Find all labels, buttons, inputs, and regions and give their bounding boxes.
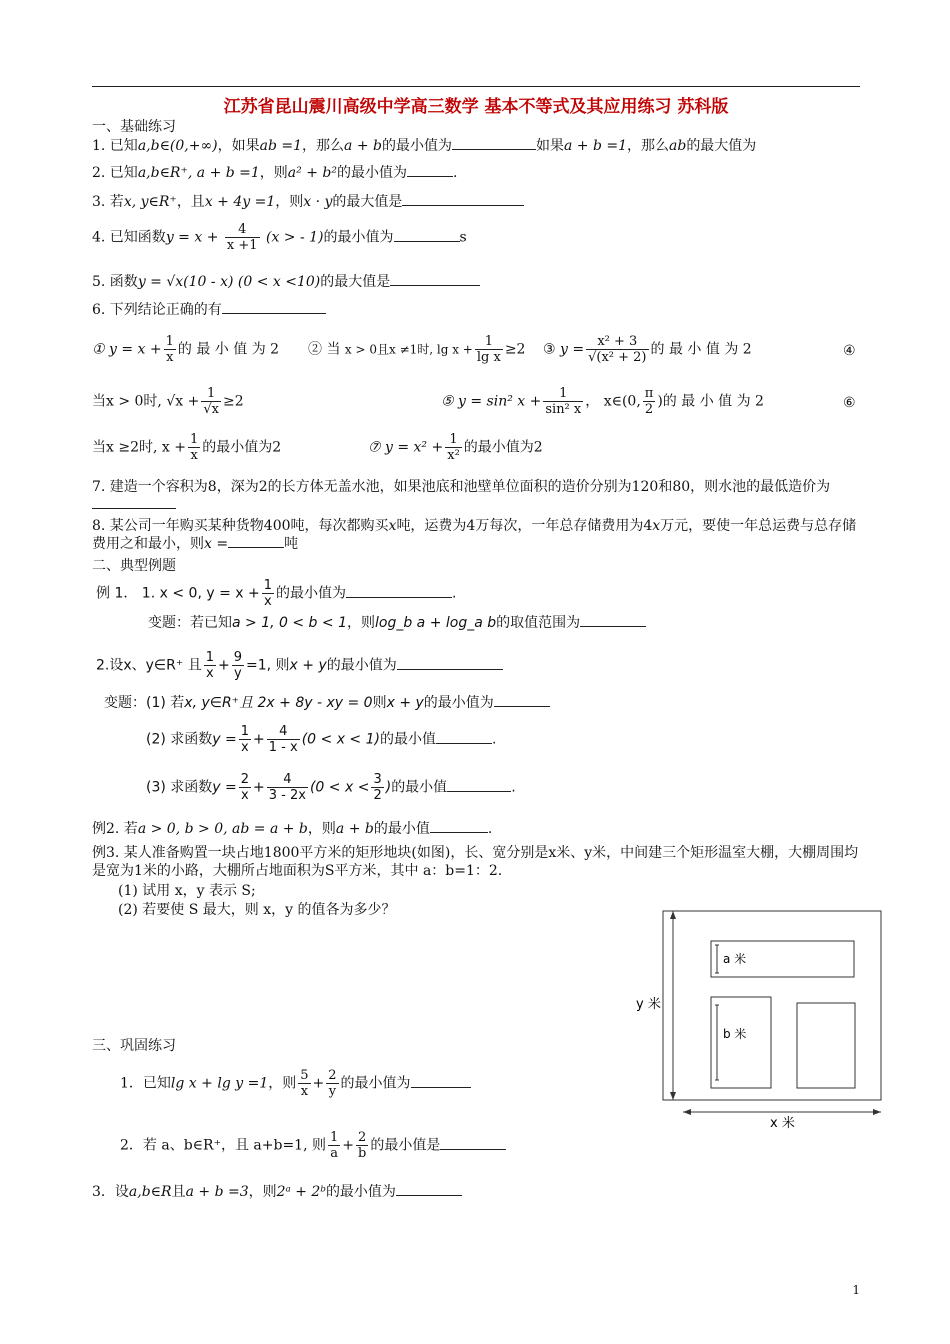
y-label: y 米	[636, 997, 661, 1012]
greenhouse-left	[711, 997, 771, 1088]
example-3-part-1: (1) 试用 x，y 表示 S;	[118, 883, 256, 899]
page-number: 1	[852, 1283, 860, 1297]
question-6: 6. 下列结论正确的有	[92, 301, 326, 319]
question-4: 4. 已知函数y = x + $\frac{4}{x +1}$ (x > - 1)的最小值为 s	[92, 222, 467, 253]
answer-blank[interactable]	[397, 657, 503, 670]
question-2: 2. 已知a,b∈R⁺, a + b =1，则a² + b²的最小值为 .	[92, 165, 458, 181]
answer-blank[interactable]	[222, 301, 326, 314]
answer-blank[interactable]	[411, 1075, 471, 1088]
answer-blank[interactable]	[346, 585, 452, 598]
answer-blank[interactable]	[494, 694, 550, 707]
section-examples: 二、典型例题	[92, 558, 176, 574]
answer-blank[interactable]	[580, 614, 646, 627]
outer-plot	[663, 911, 881, 1100]
option-2: ② 当 x > 0且x ≠1时, lg x + $\frac{1}{\text{lg x}}$ ≥2	[308, 334, 526, 365]
exercise-2: 2．若 a、b∈R⁺，且 a+b=1, 则 $\frac{1}{a}$ + $\frac{2}{b}$ 的最小值是	[120, 1130, 506, 1161]
example-2-variant-1: 变题：(1) 若x, y∈R⁺且 2x + 8y - xy = 0则x + y的最小值为	[104, 694, 550, 712]
greenhouse-right	[797, 1003, 855, 1088]
header-rule	[92, 86, 860, 87]
answer-blank[interactable]	[440, 1137, 506, 1150]
question-8: 8. 某公司一年购买某种货物400吨，每次都购买x吨，运费为4万每次，一年总存储费用为4x万元，要使一年总运费与总存储费用之和最小，则x = 吨	[92, 518, 857, 552]
question-7: 7. 建造一个容积为8，深为2的长方体无盖水池，如果池底和池壁单位面积的造价分别为120和80，则水池的最低造价为	[92, 478, 860, 514]
example-2: 2.设x、y∈R⁺ 且 $\frac{1}{x}$ + $\frac{9}{y}$ =1, 则x + y的最小值为	[96, 650, 503, 681]
option-3: ③ y = $\frac{\text{x² + 3}}{\text{√(x² + 2)}}$ 的 最 小 值 为 2	[543, 334, 752, 365]
example-2b: 例2. 若a > 0, b > 0, ab = a + b，则a + b的最小值 .	[92, 821, 493, 837]
answer-blank[interactable]	[394, 229, 460, 242]
example-3-part-2: (2) 若要使 S 最大，则 x，y 的值各为多少？	[118, 902, 396, 918]
option-6-marker: ⑥	[843, 395, 856, 411]
option-1: ① y = x + $\frac{1}{x}$ 的 最 小 值 为 2	[92, 334, 280, 365]
option-4: 当x > 0时, √x + $\frac{1}{√x}$ ≥2	[92, 386, 244, 417]
question-5: 5. 函数y = √x(10 - x) (0 < x <10)的最大值是	[92, 273, 480, 291]
option-6: 当x ≥2时, x + $\frac{1}{x}$ 的最小值为2	[92, 432, 282, 463]
land-diagram	[600, 905, 900, 1135]
section-consolidation: 三、巩固练习	[92, 1038, 176, 1054]
b-label: b 米	[723, 1027, 747, 1041]
question-1: 1. 已知a,b∈(0,+∞)，如果ab =1，那么a + b的最小值为 如果a + b =1，那么ab的最大值为	[92, 138, 757, 154]
question-3: 3. 若x, y∈R⁺，且x + 4y =1，则x · y的最大值是	[92, 193, 524, 211]
answer-blank[interactable]	[407, 164, 453, 177]
answer-blank[interactable]	[228, 535, 284, 548]
page-title: 江苏省昆山震川高级中学高三数学 基本不等式及其应用练习 苏科版	[223, 97, 729, 117]
answer-blank[interactable]	[390, 273, 480, 286]
exercise-3: 3．设a,b∈R且a + b =3，则2ᵃ + 2ᵇ的最小值为	[92, 1183, 462, 1201]
section-basic: 一、基础练习	[92, 119, 176, 135]
example-2-variant-2: (2) 求函数y = $\frac{1}{x}$ + $\frac{4}{1 - x}$ (0 < x < 1)的最小值 .	[146, 724, 497, 755]
answer-blank[interactable]	[396, 1183, 462, 1196]
answer-blank[interactable]	[436, 731, 492, 744]
answer-blank[interactable]	[430, 820, 488, 833]
a-label: a 米	[723, 952, 747, 966]
fraction: $\frac{4}{x +1}$	[226, 222, 258, 253]
answer-blank[interactable]	[402, 193, 524, 206]
example-1-variant: 变题：若已知a > 1, 0 < b < 1，则log_b a + log_a b的取值范围为	[148, 614, 646, 632]
option-4-marker: ④	[843, 343, 856, 359]
answer-blank[interactable]	[92, 496, 176, 509]
exercise-1: 1．已知lg x + lg y =1，则 $\frac{5}{x}$ + $\frac{2}{y}$ 的最小值为	[120, 1068, 471, 1099]
answer-blank[interactable]	[447, 779, 511, 792]
example-3: 例3. 某人准备购置一块占地1800平方米的矩形地块(如图)，长、宽分别是x米、y米，中间建三个矩形温室大棚，大棚周围均是宽为1米的小路，大棚所占地面积为S平方米，其中 a：b=1：2.	[92, 845, 859, 879]
answer-blank[interactable]	[452, 137, 536, 150]
x-label: x 米	[770, 1116, 795, 1131]
option-5: ⑤ y = sin² x + $\frac{1}{\text{sin² x}}$ ， x∈(0, $\frac{\pi}{2}$ )的 最 小 值 为 2	[441, 386, 764, 417]
example-2-variant-3: (3) 求函数y = $\frac{2}{x}$ + $\frac{4}{3 - 2x}$ (0 < x < $\frac{3}{2}$ )的最小值 .	[146, 772, 516, 803]
option-7: ⑦ y = x² + $\frac{1}{\text{x²}}$ 的最小值为2	[368, 432, 543, 463]
example-1: 例 1． 1. x < 0, y = x + $\frac{1}{x}$ 的最小值为 .	[96, 578, 457, 609]
